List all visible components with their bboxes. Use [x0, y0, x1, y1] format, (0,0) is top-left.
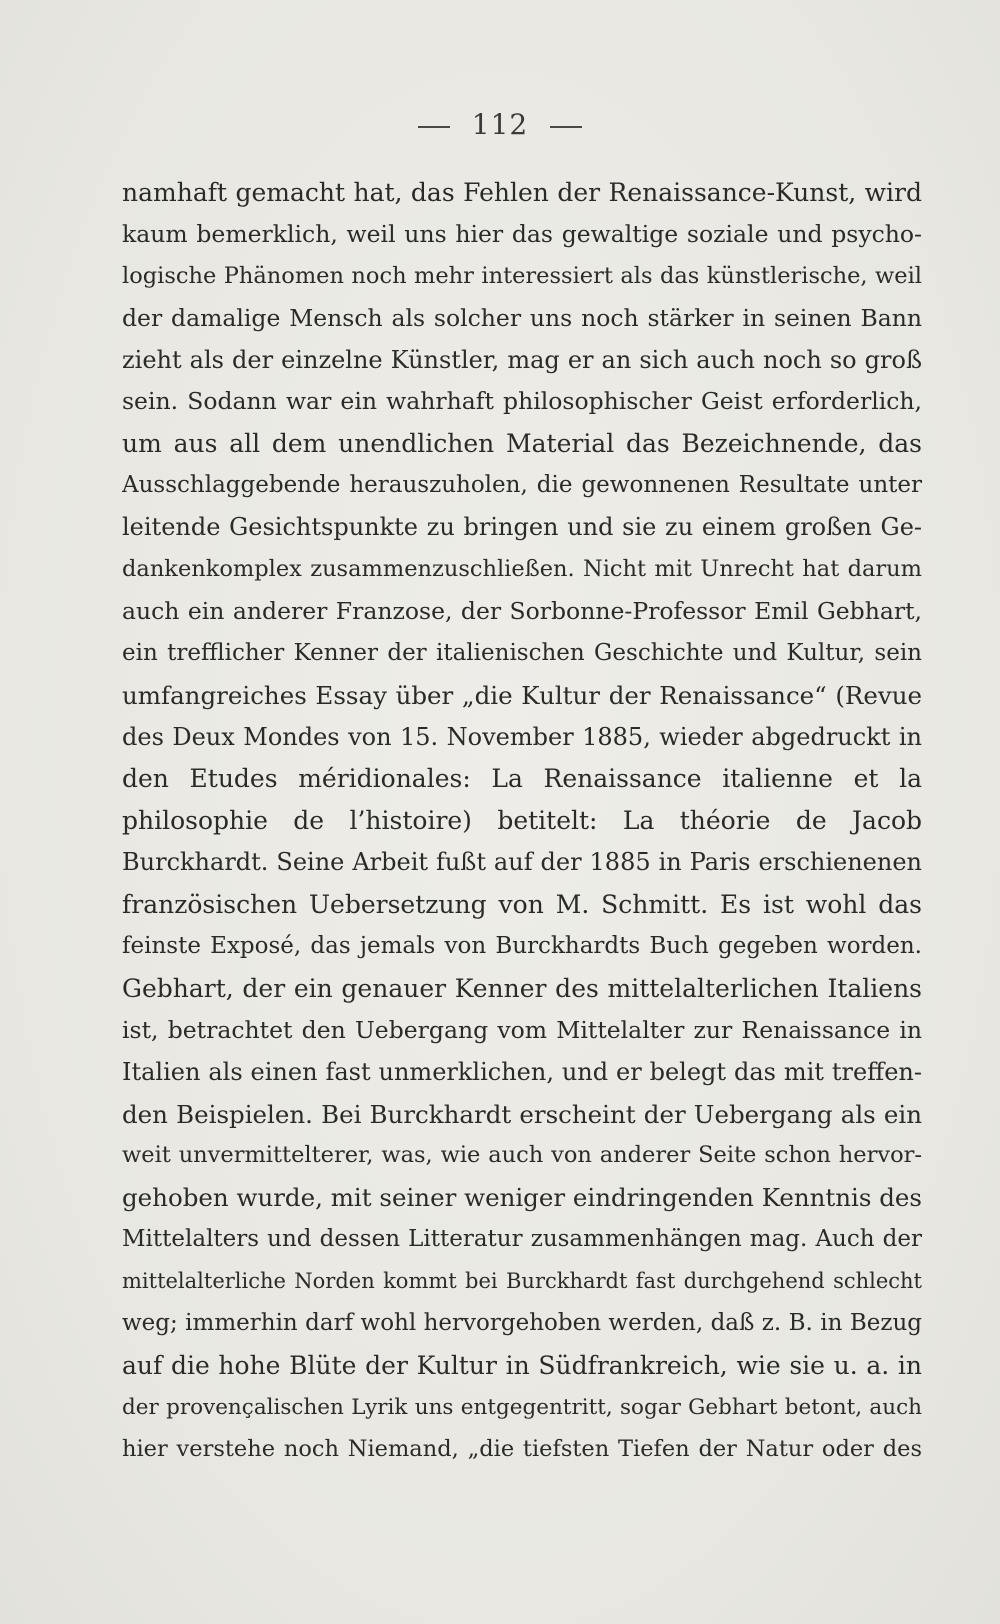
dash-right [550, 126, 582, 128]
text-line-6: sein. Sodann war ein wahrhaft philosophischer Geist erforderlich, [122, 387, 922, 416]
text-line-19: feinste Exposé, das jemals von Burckhardts Buch gegeben worden. [122, 933, 922, 960]
text-line-9: leitende Gesichtspunkte zu bringen und sie zu einem großen Ge- [122, 513, 922, 542]
text-line-3: logische Phänomen noch mehr interessiert als das künstlerische, weil [122, 262, 922, 289]
text-line-4: der damalige Mensch als solcher uns noch stärker in seinen Bann [122, 303, 922, 332]
text-line-1: namhaft gemacht hat, das Fehlen der Renaissance-Kunst, wird [122, 178, 922, 207]
text-line-5: zieht als der einzelne Künstler, mag er an sich auch noch so groß [122, 345, 922, 374]
text-line-12: ein trefflicher Kenner der italienischen Geschichte und Kultur, sein [122, 639, 922, 666]
text-line-25: gehoben wurde, mit seiner weniger eindringenden Kenntnis des [122, 1183, 922, 1213]
text-line-26: Mittelalters und dessen Litteratur zusammenhängen mag. Auch der [122, 1226, 922, 1253]
text-line-24: weit unvermittelterer, was, wie auch von anderer Seite schon hervor- [122, 1142, 922, 1169]
text-line-10: dankenkomplex zusammenzuschließen. Nicht mit Unrecht hat darum [122, 556, 922, 583]
dash-left [418, 126, 450, 128]
text-line-22: Italien als einen fast unmerklichen, und er belegt das mit treffen- [122, 1057, 922, 1086]
page-number [0, 108, 1000, 141]
text-line-8: Ausschlaggebende herauszuholen, die gewonnenen Resultate unter [122, 472, 922, 499]
text-line-2: kaum bemerklich, weil uns hier das gewaltige soziale und psycho- [122, 219, 922, 248]
text-line-14: des Deux Mondes von 15. November 1885, wieder abgedruckt in [122, 722, 922, 751]
page-number-text: 112 [471, 108, 529, 141]
text-line-27: mittelalterliche Norden kommt bei Burckhardt fast durchgehend schlecht [122, 1269, 922, 1294]
text-line-21: ist, betrachtet den Uebergang vom Mittelalter zur Renaissance in [122, 1015, 922, 1044]
text-line-31: hier verstehe noch Niemand, „die tiefsten Tiefen der Natur oder des [122, 1435, 922, 1462]
text-line-13: umfangreiches Essay über „die Kultur der Renaissance“ (Revue [122, 680, 922, 710]
body-text [122, 172, 922, 1471]
text-line-16: philosophie de l’histoire) betitelt: La théorie de Jacob [122, 806, 922, 836]
text-line-23: den Beispielen. Bei Burckhardt erscheint der Uebergang als ein [122, 1099, 922, 1129]
text-line-28: weg; immerhin darf wohl hervorgehoben werden, daß z. B. in Bezug [122, 1310, 922, 1337]
text-line-29: auf die hohe Blüte der Kultur in Südfrankreich, wie sie u. a. in [122, 1350, 922, 1380]
text-line-18: französischen Uebersetzung von M. Schmitt. Es ist wohl das [122, 890, 922, 920]
text-line-20: Gebhart, der ein genauer Kenner des mittelalterlichen Italiens [122, 973, 922, 1003]
text-line-15: den Etudes méridionales: La Renaissance italienne et la [122, 764, 922, 794]
text-line-11: auch ein anderer Franzose, der Sorbonne-Professor Emil Gebhart, [122, 596, 922, 625]
text-line-30: der provençalischen Lyrik uns entgegentritt, sogar Gebhart betont, auch [122, 1394, 922, 1420]
text-line-7: um aus all dem unendlichen Material das Bezeichnende, das [122, 429, 922, 459]
text-line-17: Burckhardt. Seine Arbeit fußt auf der 1885 in Paris erschienenen [122, 848, 922, 877]
